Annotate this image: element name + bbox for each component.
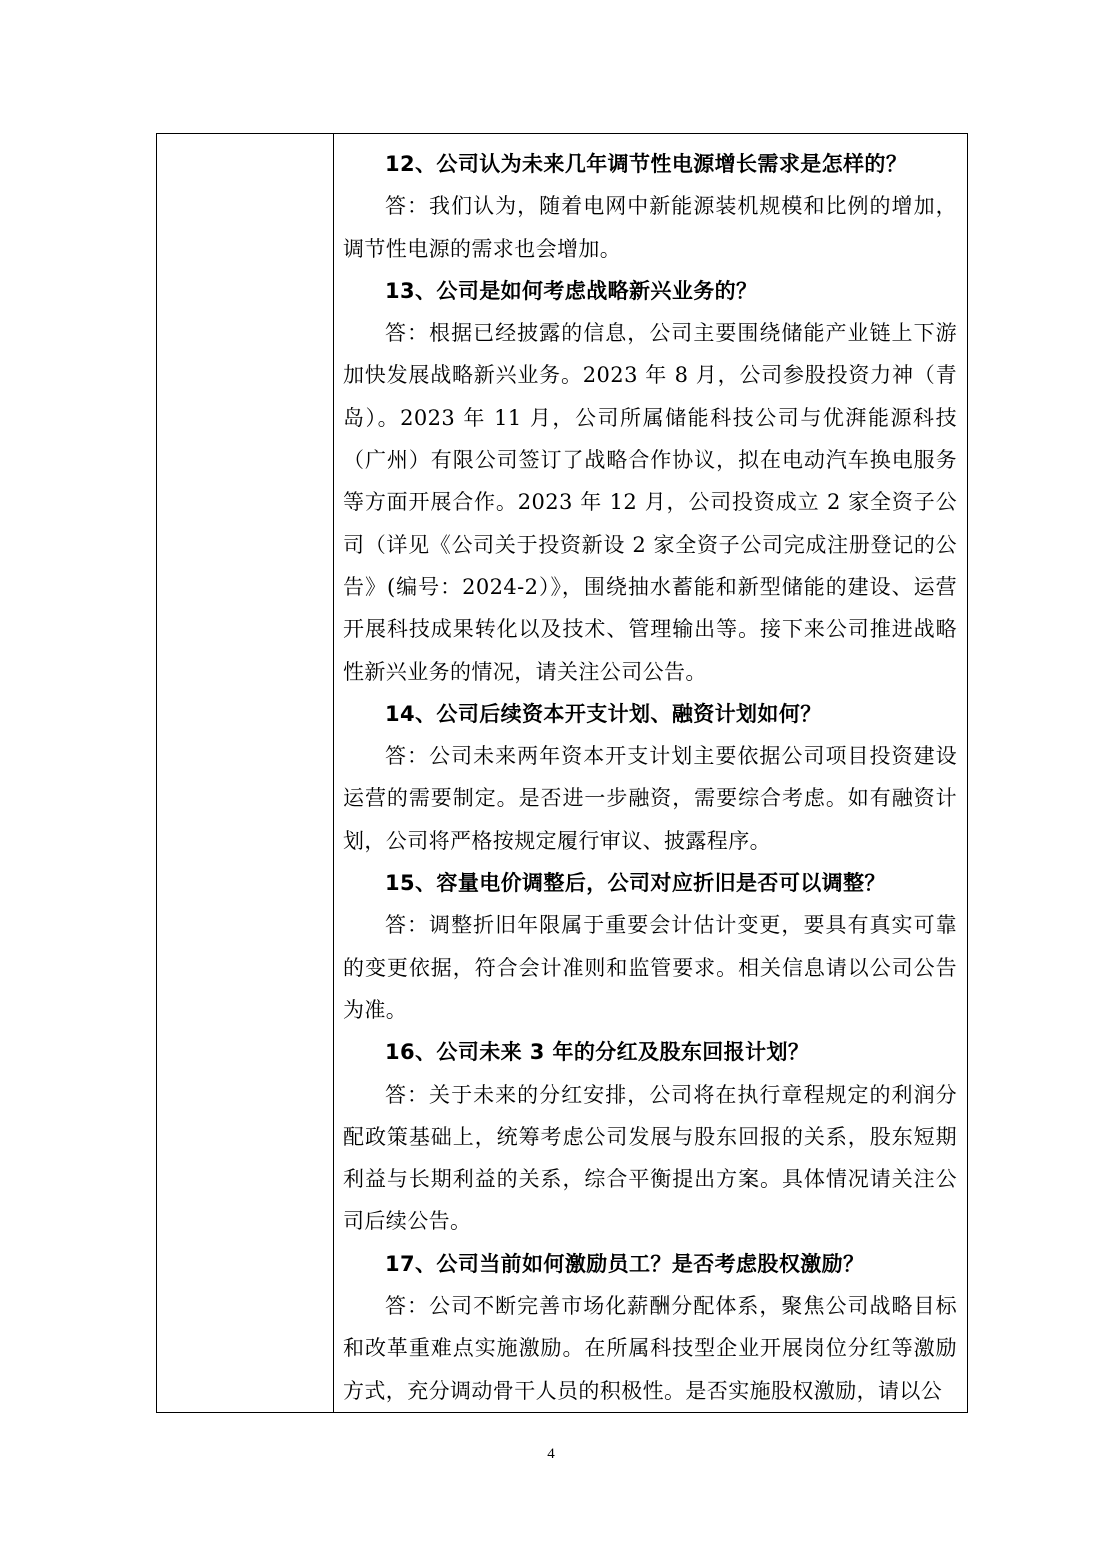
question-13: 13、公司是如何考虑战略新兴业务的？ — [385, 278, 758, 303]
column-divider — [333, 134, 334, 1412]
question-15: 15、容量电价调整后，公司对应折旧是否可以调整？ — [385, 871, 886, 896]
question-12: 12、公司认为未来几年调节性电源增长需求是怎样的？ — [385, 152, 908, 176]
question-14: 14、公司后续资本开支计划、融资计划如何？ — [385, 701, 822, 726]
answer-14: 答：公司未来两年资本开支计划主要依据公司项目投资建设运营的需要制定。是否进一步融资，需要综合考虑。如有融资计划，公司将严格按规定履行审议、披露程序。 — [343, 744, 957, 853]
page-number: 4 — [547, 1446, 555, 1462]
qa-content-cell — [343, 143, 957, 1412]
question-16: 16、公司未来 3 年的分红及股东回报计划？ — [385, 1040, 810, 1065]
answer-16: 答：关于未来的分红安排，公司将在执行章程规定的利润分配政策基础上，统筹考虑公司发展与股东回报的关系，股东短期利益与长期利益的关系，综合平衡提出方案。具体情况请关注公司后续公告。 — [343, 1082, 957, 1234]
answer-17: 答：公司不断完善市场化薪酬分配体系，聚焦公司战略目标和改革重难点实施激励。在所属科技型企业开展岗位分红等激励方式，充分调动骨干人员的积极性。是否实施股权激励，请以公 — [343, 1294, 957, 1403]
question-17: 17、公司当前如何激励员工？是否考虑股权激励？ — [385, 1251, 865, 1276]
answer-12: 答：我们认为，随着电网中新能源装机规模和比例的增加，调节性电源的需求也会增加。 — [343, 194, 957, 261]
qa-table — [156, 133, 968, 1413]
answer-15: 答：调整折旧年限属于重要会计估计变更，要具有真实可靠的变更依据，符合会计准则和监管要求。相关信息请以公司公告为准。 — [343, 913, 957, 1022]
answer-13: 答：根据已经披露的信息，公司主要围绕储能产业链上下游加快发展战略新兴业务。2023 年 8 月，公司参股投资力神（青岛）。2023 年 11 月，公司所属储能科技公司与优湃能源科技（广州）有限公司签订了战略合作协议，拟在电动汽车换电服务等方面开展合作。2023 年 12 月，公司投资成立 2 家全资子公司（详见《公司关于投资新设 2 家全资子公司完成注册登记的公告》(编号：2024-2）》，围绕抽水蓄能和新型储能的建设、运营开展科技成果转化以及技术、管理输出等。接下来公司推进战略性新兴业务的情况，请关注公司公告。 — [343, 321, 957, 684]
